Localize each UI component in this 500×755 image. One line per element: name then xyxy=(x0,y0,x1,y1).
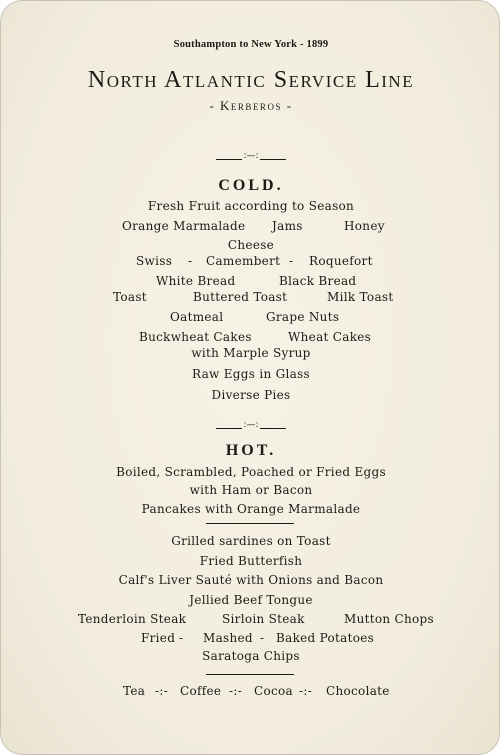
menu-item-pies: Diverse Pies xyxy=(211,388,291,402)
menu-item-roquefort: Roquefort xyxy=(309,254,373,268)
menu-item-tenderloin: Tenderloin Steak xyxy=(78,612,187,626)
menu-item-fried: Fried xyxy=(141,631,176,645)
menu-item-buckwheat-cakes: Buckwheat Cakes xyxy=(139,330,252,344)
menu-item-swiss: Swiss xyxy=(136,254,173,268)
menu-item-eggs: Boiled, Scrambled, Poached or Fried Eggs xyxy=(116,465,386,479)
menu-item-butterfish: Fried Butterfish xyxy=(199,554,303,568)
menu-item-mashed: Mashed xyxy=(203,631,253,645)
menu-item-pancakes: Pancakes with Orange Marmalade xyxy=(141,502,361,516)
menu-item-wheat-cakes: Wheat Cakes xyxy=(288,330,372,344)
drink-tea: Tea xyxy=(123,684,146,698)
menu-item-black-bread: Black Bread xyxy=(279,274,357,288)
menu-item-white-bread: White Bread xyxy=(156,274,236,288)
route-line: Southampton to New York - 1899 xyxy=(173,39,329,50)
menu-item-cheese: Cheese xyxy=(227,238,275,252)
drink-chocolate: Chocolate xyxy=(326,684,390,698)
menu-item-toast: Toast xyxy=(113,290,147,304)
drink-separator: -:- xyxy=(299,684,313,698)
rule-divider xyxy=(206,523,294,524)
menu-item-mutton: Mutton Chops xyxy=(344,612,435,626)
drink-separator: -:- xyxy=(155,684,169,698)
menu-item-milk-toast: Milk Toast xyxy=(327,290,394,304)
menu-item-liver: Calf's Liver Sauté with Onions and Bacon xyxy=(118,573,384,587)
menu-item-jams: Jams xyxy=(272,219,303,233)
menu-item-eggs-with: with Ham or Bacon xyxy=(189,483,313,497)
cold-heading: COLD. xyxy=(218,177,284,194)
menu-item-orange-marmalade: Orange Marmalade xyxy=(122,219,246,233)
ship-name: - Kerberos - xyxy=(209,98,293,113)
hot-heading: HOT. xyxy=(225,442,277,459)
menu-item-tongue: Jellied Beef Tongue xyxy=(189,593,313,607)
rule-divider xyxy=(206,674,294,675)
line-title: North Atlantic Service Line xyxy=(87,67,415,93)
menu-item-camembert: Camembert xyxy=(206,254,281,268)
menu-item-sirloin: Sirloin Steak xyxy=(222,612,305,626)
drink-coffee: Coffee xyxy=(180,684,222,698)
menu-item-raw-eggs: Raw Eggs in Glass xyxy=(191,367,311,381)
menu-item-buttered-toast: Buttered Toast xyxy=(193,290,288,304)
menu-item-honey: Honey xyxy=(344,219,385,233)
separator-dash: - xyxy=(289,254,294,268)
separator-dash: - xyxy=(179,631,184,645)
menu-item-baked-potatoes: Baked Potatoes xyxy=(276,631,375,645)
ornament-divider: :—: xyxy=(216,155,286,165)
menu-item-oatmeal: Oatmeal xyxy=(170,310,224,324)
ornament-divider: :—: xyxy=(216,424,286,434)
separator-dash: - xyxy=(260,631,265,645)
menu-item-syrup: with Marple Syrup xyxy=(191,346,311,360)
drink-cocoa: Cocoa xyxy=(254,684,294,698)
menu-item-fruit: Fresh Fruit according to Season xyxy=(147,199,355,213)
separator-dash: - xyxy=(188,254,193,268)
drink-separator: -:- xyxy=(229,684,243,698)
menu-item-sardines: Grilled sardines on Toast xyxy=(171,534,331,548)
menu-item-grape-nuts: Grape Nuts xyxy=(266,310,340,324)
menu-item-saratoga: Saratoga Chips xyxy=(202,649,300,663)
